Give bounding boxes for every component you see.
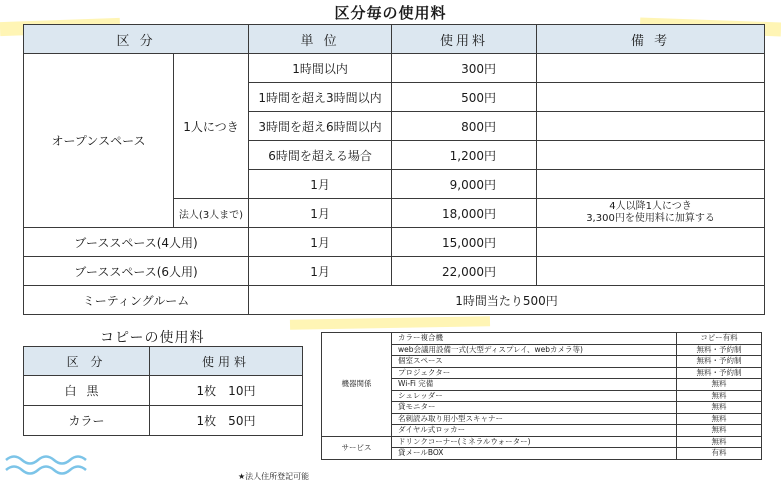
unit-cell: 1月 (249, 228, 392, 257)
equipment-status: 無料 (677, 379, 762, 391)
highlight-middle (290, 316, 490, 329)
table-row (24, 406, 303, 436)
page-title: 区分毎の使用料 (334, 4, 447, 22)
header-category: 区 分 (24, 25, 249, 54)
unit-cell: 1時間以内 (249, 54, 392, 83)
unit-cell: 6時間を超える場合 (249, 141, 392, 170)
table-row (322, 333, 762, 345)
unit-cell: 1月 (249, 170, 392, 199)
header-fee: 使用料 (150, 347, 303, 376)
open-space-label: オープンスペース (24, 54, 174, 228)
equipment-item: 個室スペース (392, 356, 677, 368)
note-line: 4人以降1人につき (609, 201, 692, 212)
table-header-row (24, 25, 765, 54)
unit-cell: 1月 (249, 257, 392, 286)
table-row (24, 376, 303, 406)
equipment-item: web会議用設備一式(大型ディスプレイ、webカメラ等) (392, 344, 677, 356)
equipment-status: 無料・予約制 (677, 367, 762, 379)
note-cell (537, 199, 765, 228)
booth6-label: ブーススペース(6人用) (24, 257, 249, 286)
fee-cell: 500円 (392, 83, 537, 112)
table-row (24, 54, 765, 83)
unit-cell: 1時間を超え3時間以内 (249, 83, 392, 112)
service-status: 有料 (677, 448, 762, 460)
table-row (24, 286, 765, 315)
copy-section-title: コピーの使用料 (100, 330, 205, 346)
note-cell (537, 228, 765, 257)
header-category: 区 分 (24, 347, 150, 376)
service-group-label: サービス (322, 436, 392, 459)
fee-cell: 22,000円 (392, 257, 537, 286)
equipment-status: 無料 (677, 413, 762, 425)
fee-cell: 9,000円 (392, 170, 537, 199)
per-person-label: 1人につき (174, 54, 249, 199)
table-header-row (24, 347, 303, 376)
equipment-item: Wi-Fi 完備 (392, 379, 677, 391)
booth4-label: ブーススペース(4人用) (24, 228, 249, 257)
wave-decoration (4, 452, 94, 478)
equipment-status: 無料 (677, 390, 762, 402)
header-fee: 使用料 (392, 25, 537, 54)
service-status: 無料 (677, 436, 762, 448)
note-cell (537, 257, 765, 286)
fee-cell: 800円 (392, 112, 537, 141)
note-cell (537, 170, 765, 199)
note-cell (537, 112, 765, 141)
unit-cell: 1月 (249, 199, 392, 228)
equipment-status: 無料・予約制 (677, 344, 762, 356)
service-item: ドリンクコーナー(ミネラルウォーター) (392, 436, 677, 448)
note-line: 3,300円を使用料に加算する (586, 213, 715, 224)
service-item: 貸メールBOX (392, 448, 677, 460)
equipment-item: カラー複合機 (392, 333, 677, 345)
equipment-service-table (321, 332, 762, 460)
equipment-status: 無料 (677, 402, 762, 414)
meeting-room-fee: 1時間当たり500円 (249, 286, 765, 315)
copy-fee-table (23, 346, 303, 436)
usage-fee-table (23, 24, 765, 315)
table-row (322, 436, 762, 448)
copy-kind-cell: 白黒 (24, 376, 150, 406)
fee-cell: 18,000円 (392, 199, 537, 228)
equipment-item: 名刺読み取り用小型スキャナー (392, 413, 677, 425)
unit-cell: 3時間を超え6時間以内 (249, 112, 392, 141)
equipment-item: プロジェクター (392, 367, 677, 379)
header-unit: 単 位 (249, 25, 392, 54)
header-notes: 備 考 (537, 25, 765, 54)
fee-cell: 15,000円 (392, 228, 537, 257)
fee-cell: 300円 (392, 54, 537, 83)
note-cell (537, 54, 765, 83)
equipment-item: 貸モニター (392, 402, 677, 414)
fee-cell: 1,200円 (392, 141, 537, 170)
note-cell (537, 141, 765, 170)
meeting-room-label: ミーティングルーム (24, 286, 249, 315)
footnote: ★法人住所登記可能 (238, 472, 310, 481)
table-row (24, 228, 765, 257)
table-row (24, 257, 765, 286)
equipment-item: シュレッダー (392, 390, 677, 402)
copy-kind-cell: カラー (24, 406, 150, 436)
copy-fee-cell: 1枚 50円 (150, 406, 303, 436)
corporate-label: 法人(3人まで) (174, 199, 249, 228)
equipment-status: コピー有料 (677, 333, 762, 345)
note-cell (537, 83, 765, 112)
equipment-group-label: 機器関係 (322, 333, 392, 437)
equipment-status: 無料・予約制 (677, 356, 762, 368)
equipment-item: ダイヤル式ロッカー (392, 425, 677, 437)
equipment-status: 無料 (677, 425, 762, 437)
copy-fee-cell: 1枚 10円 (150, 376, 303, 406)
